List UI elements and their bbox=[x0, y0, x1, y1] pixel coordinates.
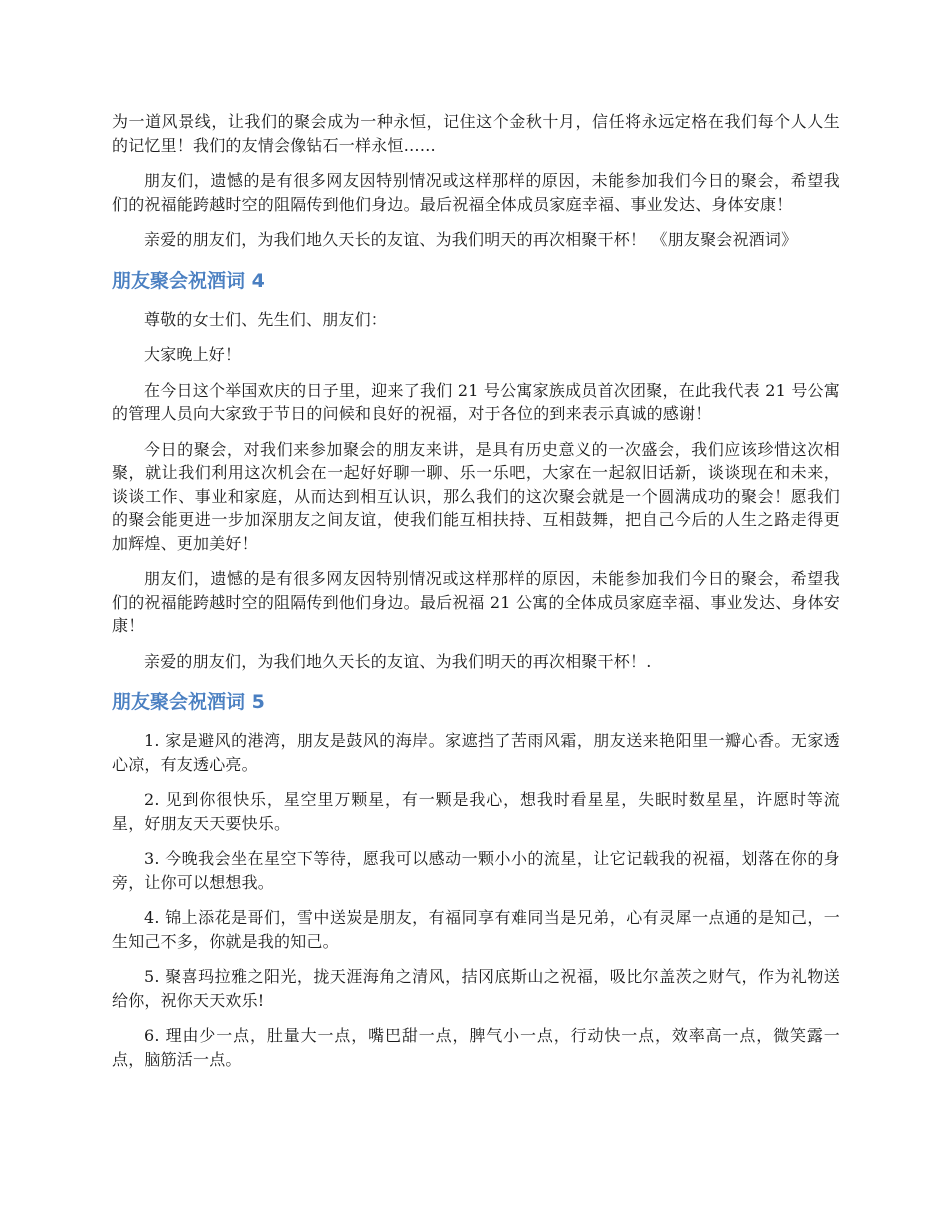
paragraph: 尊敬的女士们、先生们、朋友们： bbox=[144, 309, 388, 329]
document-page bbox=[112, 110, 840, 1083]
paragraph: 朋友们，遗憾的是有很多网友因特别情况或这样那样的原因，未能参加我们今日的聚会，希望我们的祝福能跨越时空的阻隔传到他们身边。最后祝福全体成员家庭幸福、事业发达、身体安康！ bbox=[112, 171, 840, 214]
list-item: 5. 聚喜玛拉雅之阳光，拢天涯海角之清风，拮冈底斯山之祝福，吸比尔盖茨之财气，作为礼物送给你，祝你天天欢乐! bbox=[112, 967, 840, 1010]
section-heading-4: 朋友聚会祝酒词 4 bbox=[112, 269, 265, 292]
list-item: 2. 见到你很快乐，星空里万颗星，有一颗是我心，想我时看星星，失眠时数星星，许愿时等流星，好朋友天天要快乐。 bbox=[112, 790, 840, 833]
list-item: 3. 今晚我会坐在星空下等待，愿我可以感动一颗小小的流星，让它记载我的祝福，划落在你的身旁，让你可以想想我。 bbox=[112, 849, 840, 892]
paragraph: 在今日这个举国欢庆的日子里，迎来了我们 21 号公寓家族成员首次团聚，在此我代表 21 号公寓的管理人员向大家致于节日的问候和良好的祝福，对于各位的到来表示真诚的感谢！ bbox=[112, 380, 840, 423]
paragraph: 朋友们，遗憾的是有很多网友因特别情况或这样那样的原因，未能参加我们今日的聚会，希望我们的祝福能跨越时空的阻隔传到他们身边。最后祝福 21 公寓的全体成员家庭幸福、事业发达、身体安康！ bbox=[112, 569, 840, 635]
paragraph: 亲爱的朋友们，为我们地久天长的友谊、为我们明天的再次相聚干杯！. bbox=[144, 651, 652, 671]
list-item: 4. 锦上添花是哥们，雪中送炭是朋友，有福同享有难同当是兄弟，心有灵犀一点通的是知己，一生知己不多，你就是我的知己。 bbox=[112, 908, 840, 951]
paragraph: 亲爱的朋友们，为我们地久天长的友谊、为我们明天的再次相聚干杯！ 《朋友聚会祝酒词》 bbox=[144, 230, 798, 249]
section-heading-5: 朋友聚会祝酒词 5 bbox=[112, 691, 265, 713]
list-item: 6. 理由少一点，肚量大一点，嘴巴甜一点，脾气小一点，行动快一点，效率高一点，微笑露一点，脑筋活一点。 bbox=[112, 1026, 840, 1069]
paragraph: 为一道风景线，让我们的聚会成为一种永恒，记住这个金秋十月，信任将永远定格在我们每个人人生的记忆里！我们的友情会像钻石一样永恒…… bbox=[112, 112, 840, 155]
paragraph: 大家晚上好！ bbox=[144, 345, 242, 364]
paragraph: 今日的聚会，对我们来参加聚会的朋友来讲，是具有历史意义的一次盛会，我们应该珍惜这次相聚，就让我们利用这次机会在一起好好聊一聊、乐一乐吧，大家在一起叙旧话新，谈谈现在和未来，谈谈工作、事业和家庭，从而达到相互认识，那么我们的这次聚会就是一个圆满成功的聚会！愿我们的聚会能更进一步加深朋友之间友谊，使我们能互相扶持、互相鼓舞，把自己今后的人生之路走得更加辉煌、更加美好！ bbox=[112, 439, 840, 553]
list-item: 1. 家是避风的港湾，朋友是鼓风的海岸。家遮挡了苦雨风霜，朋友送来艳阳里一瓣心香。无家透心凉，有友透心亮。 bbox=[112, 731, 840, 774]
